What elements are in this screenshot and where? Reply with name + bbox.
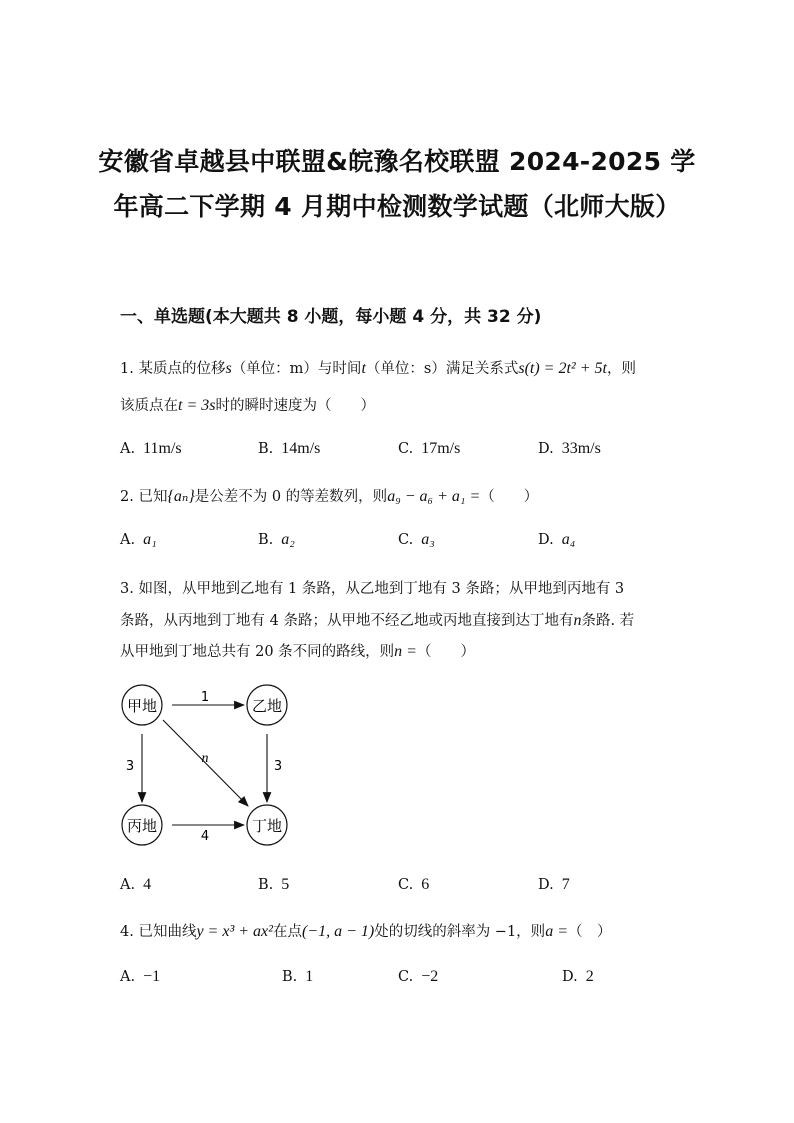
- q1-option-d: D. 33m/s: [538, 440, 601, 457]
- q3-option-c: C. 6: [398, 876, 430, 893]
- svg-text:乙地: 乙地: [251, 697, 283, 715]
- q2-stem: 2. 已知{aₙ}是公差不为 0 的等差数列，则a₉ − a₆ + a₁ =（ ）: [120, 488, 539, 505]
- q3-option-b: B. 5: [258, 876, 290, 893]
- node-bing: [122, 805, 162, 845]
- edge-label-jia-yi: 1: [200, 690, 210, 705]
- q2-option-b: B. a₂: [258, 531, 295, 548]
- q4-point: (−1, a − 1): [301, 923, 375, 940]
- q1-option-c: C. 17m/s: [398, 440, 461, 457]
- q2-option-c: C. a₃: [398, 531, 435, 548]
- q1-option-a: A. 11m/s: [120, 440, 182, 457]
- edge-label-jia-ding: n: [201, 751, 209, 766]
- q4-option-a: A. −1: [120, 968, 161, 985]
- q3-stem-line1: 3. 如图，从甲地到乙地有 1 条路，从乙地到丁地有 3 条路；从甲地到丙地有 3: [120, 581, 625, 597]
- q3-option-d: D. 7: [538, 876, 570, 893]
- svg-text:甲地: 甲地: [126, 697, 158, 715]
- q2-option-d: D. a₄: [538, 531, 576, 548]
- q3-stem-line2: 条路，从丙地到丁地有 4 条路；从甲地不经乙地或丙地直接到达丁地有n条路. 若: [120, 612, 635, 629]
- q2-expression: a₉ − a₆ + a₁ =: [387, 488, 481, 505]
- doc-title-line2: 年高二下学期 4 月期中检测数学试题（北师大版）: [113, 192, 681, 221]
- svg-text:丁地: 丁地: [251, 817, 283, 835]
- q2-sequence: {aₙ}: [167, 488, 195, 505]
- node-ding: [247, 805, 287, 845]
- route-diagram: [115, 682, 315, 852]
- q2-option-a: A. a₁: [120, 531, 157, 548]
- svg-text:丙地: 丙地: [126, 817, 158, 835]
- q1-option-b: B. 14m/s: [258, 440, 321, 457]
- q1-stem-line1: 1. 某质点的位移s（单位：m）与时间t（单位：s）满足关系式s(t) = 2t² + 5t，则: [120, 360, 636, 377]
- node-yi: [247, 685, 287, 725]
- q4-curve: y = x³ + ax²: [196, 923, 273, 940]
- q1-formula: s(t) = 2t² + 5t: [518, 360, 607, 377]
- q4-option-d: D. 2: [562, 968, 594, 985]
- edge-label-jia-bing: 3: [125, 759, 135, 774]
- q4-stem: 4. 已知曲线y = x³ + ax²在点(−1, a − 1)处的切线的斜率为 −1，则a =（ ）: [120, 923, 612, 940]
- section-heading: 一、单选题(本大题共 8 小题，每小题 4 分，共 32 分): [120, 307, 542, 327]
- q1-condition: t = 3s: [178, 397, 216, 414]
- edge-label-bing-ding: 4: [200, 829, 210, 844]
- node-jia: [122, 685, 162, 725]
- q3-stem-line3: 从甲地到丁地总共有 20 条不同的路线，则n =（ ）: [120, 643, 475, 660]
- q4-option-b: B. 1: [282, 968, 314, 985]
- q3-option-a: A. 4: [120, 876, 152, 893]
- q1-stem-line2: 该质点在t = 3s时的瞬时速度为（ ）: [120, 397, 375, 414]
- q4-option-c: C. −2: [398, 968, 439, 985]
- edge-label-yi-ding: 3: [273, 759, 283, 774]
- doc-title-line1: 安徽省卓越县中联盟&皖豫名校联盟 2024-2025 学: [98, 147, 696, 176]
